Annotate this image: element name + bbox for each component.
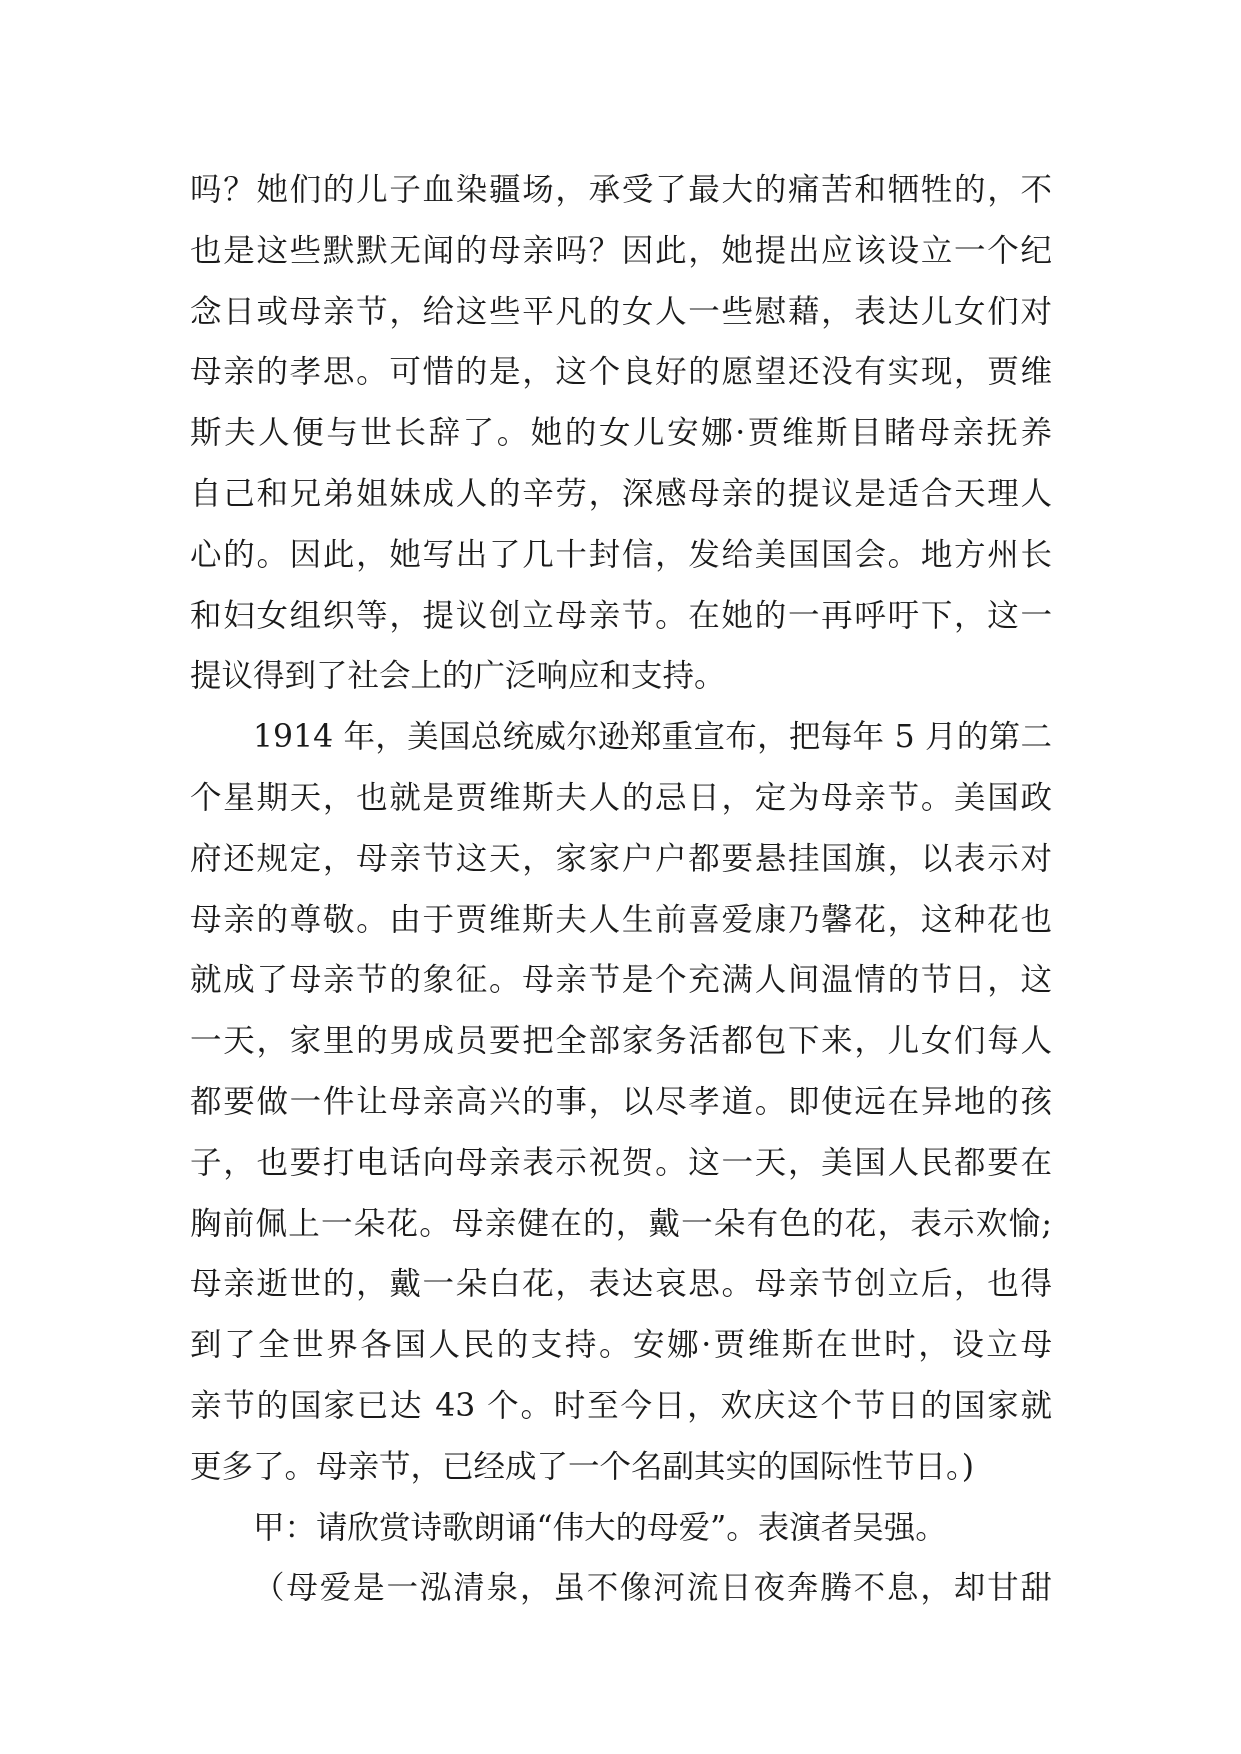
paragraph-3 [190, 1498, 1052, 1559]
text-line: 子，也要打电话向母亲表示祝贺。这一天，美国人民都要在 [190, 1144, 1052, 1181]
text-line: 心的。因此，她写出了几十封信，发给美国国会。地方州长 [190, 536, 1052, 573]
text-line: 甲：请欣赏诗歌朗诵“伟大的母爱”。表演者吴强。 [253, 1509, 947, 1546]
text-line: 都要做一件让母亲高兴的事，以尽孝道。即使远在异地的孩 [190, 1083, 1052, 1120]
text-line: 个星期天，也就是贾维斯夫人的忌日，定为母亲节。美国政 [190, 779, 1052, 816]
text-line: 吗？她们的儿子血染疆场，承受了最大的痛苦和牺牲的，不 [190, 172, 1052, 208]
text-line: 母亲逝世的，戴一朵白花，表达哀思。母亲节创立后，也得 [190, 1266, 1052, 1303]
text-line: 亲节的国家已达 43 个。时至今日，欢庆这个节日的国家就 [190, 1387, 1052, 1424]
text-line: 母亲的孝思。可惜的是，这个良好的愿望还没有实现，贾维 [190, 354, 1052, 391]
text-line: 更多了。母亲节，已经成了一个名副其实的国际性节日。) [190, 1448, 975, 1485]
text-line: 念日或母亲节，给这些平凡的女人一些慰藉，表达儿女们对 [190, 293, 1052, 330]
document-page [190, 160, 1052, 1619]
paragraph-2 [190, 707, 1052, 1497]
paragraph-1 [190, 160, 1052, 707]
text-line: 一天，家里的男成员要把全部家务活都包下来，儿女们每人 [190, 1023, 1052, 1060]
text-line: 也是这些默默无闻的母亲吗？因此，她提出应该设立一个纪 [190, 232, 1052, 269]
text-line: 提议得到了社会上的广泛响应和支持。 [190, 658, 726, 695]
text-line: 胸前佩上一朵花。母亲健在的，戴一朵有色的花，表示欢愉; [190, 1205, 1052, 1242]
text-line: 就成了母亲节的象征。母亲节是个充满人间温情的节日，这 [190, 962, 1052, 999]
text-line: 府还规定，母亲节这天，家家户户都要悬挂国旗，以表示对 [190, 840, 1052, 877]
text-line: （母爱是一泓清泉，虽不像河流日夜奔腾不息，却甘甜 [253, 1570, 1052, 1607]
paragraph-4 [190, 1558, 1052, 1619]
text-line: 母亲的尊敬。由于贾维斯夫人生前喜爱康乃馨花，这种花也 [190, 901, 1052, 938]
text-line: 自己和兄弟姐妹成人的辛劳，深感母亲的提议是适合天理人 [190, 475, 1052, 512]
text-line: 1914 年，美国总统威尔逊郑重宣布，把每年 5 月的第二 [253, 719, 1052, 756]
text-line: 到了全世界各国人民的支持。安娜·贾维斯在世时，设立母 [190, 1327, 1052, 1364]
text-line: 斯夫人便与世长辞了。她的女儿安娜·贾维斯目睹母亲抚养 [190, 415, 1052, 452]
text-line: 和妇女组织等，提议创立母亲节。在她的一再呼吁下，这一 [190, 597, 1052, 634]
